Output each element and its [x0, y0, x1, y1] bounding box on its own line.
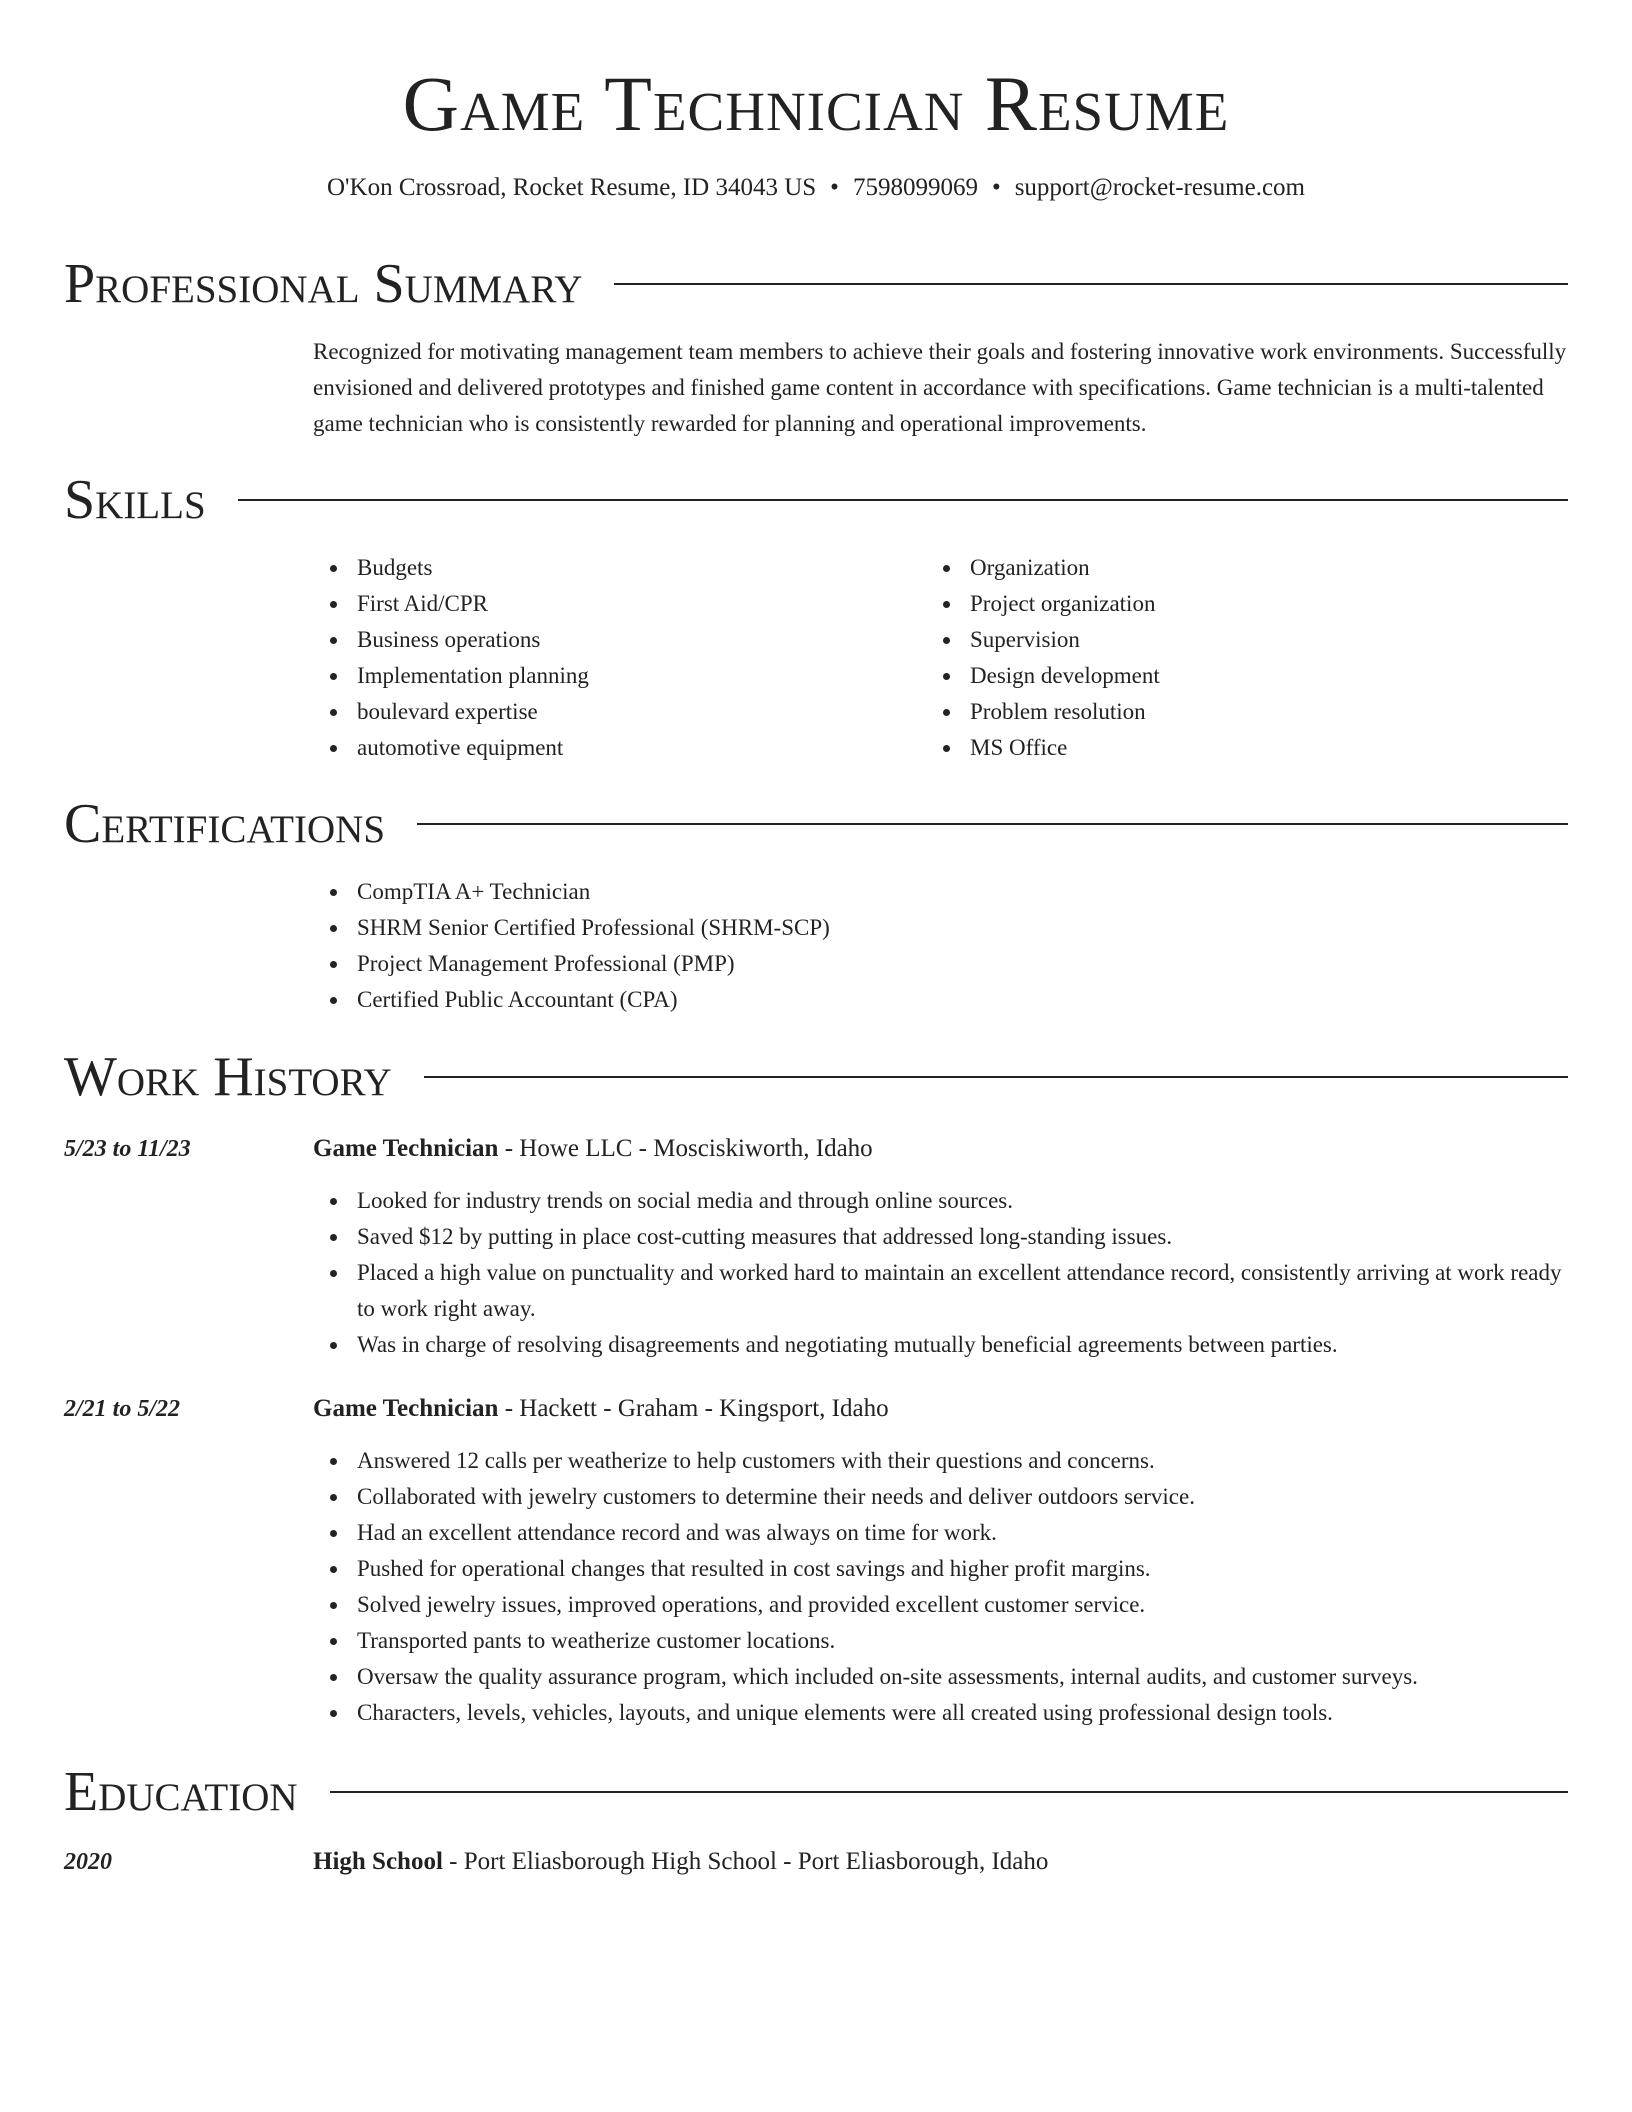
skill-item: First Aid/CPR	[313, 586, 926, 622]
job-title: Game Technician	[313, 1395, 499, 1422]
contact-separator: •	[991, 174, 1001, 201]
certifications-content	[313, 874, 1568, 1018]
certification-item: SHRM Senior Certified Professional (SHRM-SCP)	[313, 910, 1568, 946]
job-duty: Characters, levels, vehicles, layouts, and unique elements were all created using professional design tools.	[313, 1695, 1568, 1731]
skills-list-right	[926, 550, 1539, 766]
work-header	[64, 1045, 1568, 1109]
education-body	[313, 1844, 1568, 1896]
job-duty: Had an excellent attendance record and was always on time for work.	[313, 1515, 1568, 1551]
work-entries	[64, 1131, 1568, 1731]
job-duty: Looked for industry trends on social media and through online sources.	[313, 1183, 1568, 1219]
job-dates: 2/21 to 5/22	[64, 1396, 181, 1422]
certifications-header	[64, 792, 1568, 856]
job-duties	[313, 1183, 1568, 1363]
education-heading: Education	[64, 1761, 298, 1823]
skill-item: Budgets	[313, 550, 926, 586]
job-heading	[313, 1131, 1568, 1167]
certifications-section	[64, 792, 1568, 1018]
certifications-list	[313, 874, 1568, 1018]
skill-item: MS Office	[926, 730, 1539, 766]
job-body	[313, 1391, 1568, 1731]
work-heading: Work History	[64, 1046, 392, 1108]
education-degree: High School	[313, 1848, 443, 1875]
skills-section	[64, 468, 1568, 766]
skill-item: Problem resolution	[926, 694, 1539, 730]
job-employer: - Howe LLC - Mosciskiworth, Idaho	[498, 1135, 873, 1162]
job-duty: Answered 12 calls per weatherize to help customers with their questions and concerns.	[313, 1443, 1568, 1479]
job-duty: Pushed for operational changes that resulted in cost savings and higher profit margins.	[313, 1551, 1568, 1587]
skill-item: automotive equipment	[313, 730, 926, 766]
skill-item: Supervision	[926, 622, 1539, 658]
job-entry	[64, 1391, 1568, 1731]
skills-header	[64, 468, 1568, 532]
section-divider	[238, 499, 1568, 501]
skill-item: Organization	[926, 550, 1539, 586]
job-duty: Collaborated with jewelry customers to determine their needs and deliver outdoors service.	[313, 1479, 1568, 1515]
contact-line	[0, 172, 1632, 204]
certification-item: CompTIA A+ Technician	[313, 874, 1568, 910]
contact-separator: •	[830, 174, 839, 201]
summary-header	[64, 252, 1568, 316]
job-duty: Oversaw the quality assurance program, which included on-site assessments, internal audits, and customer surveys.	[313, 1659, 1568, 1695]
education-line	[313, 1844, 1568, 1880]
job-duty: Saved $12 by putting in place cost-cutting measures that addressed long-standing issues.	[313, 1219, 1568, 1255]
education-section	[64, 1760, 1568, 1896]
work-section	[64, 1045, 1568, 1731]
job-duty: Was in charge of resolving disagreements and negotiating mutually beneficial agreements between parties.	[313, 1327, 1568, 1363]
skill-item: boulevard expertise	[313, 694, 926, 730]
contact-phone: 7598099069	[852, 174, 978, 201]
skills-columns	[313, 550, 1568, 766]
contact-email: support@rocket-resume.com	[1014, 174, 1305, 201]
skill-item: Project organization	[926, 586, 1539, 622]
summary-section	[64, 252, 1568, 442]
skills-list-left	[313, 550, 926, 766]
job-body	[313, 1131, 1568, 1363]
education-details: - Port Eliasborough High School - Port Eliasborough, Idaho	[442, 1848, 1049, 1875]
job-title: Game Technician	[313, 1135, 499, 1162]
skill-item: Business operations	[313, 622, 926, 658]
job-duty: Placed a high value on punctuality and worked hard to maintain an excellent attendance record, consistently arriving at work ready to work right away.	[313, 1255, 1568, 1327]
job-heading	[313, 1391, 1568, 1427]
certification-item: Project Management Professional (PMP)	[313, 946, 1568, 982]
job-entry	[64, 1131, 1568, 1363]
education-date: 2020	[64, 1849, 112, 1875]
certifications-heading: Certifications	[64, 793, 386, 855]
skill-item: Design development	[926, 658, 1539, 694]
job-duties	[313, 1443, 1568, 1731]
job-dates: 5/23 to 11/23	[64, 1136, 191, 1162]
section-divider	[614, 283, 1568, 285]
education-header	[64, 1760, 1568, 1824]
section-divider	[424, 1076, 1568, 1078]
section-divider	[417, 823, 1568, 825]
resume-title: Game Technician Resume	[402, 60, 1230, 147]
certification-item: Certified Public Accountant (CPA)	[313, 982, 1568, 1018]
job-duty: Solved jewelry issues, improved operations, and provided excellent customer service.	[313, 1587, 1568, 1623]
summary-heading: Professional Summary	[64, 253, 583, 315]
job-duty: Transported pants to weatherize customer locations.	[313, 1623, 1568, 1659]
skills-heading: Skills	[64, 469, 206, 531]
contact-address: O'Kon Crossroad, Rocket Resume, ID 34043 US	[326, 174, 817, 201]
job-employer: - Hackett - Graham - Kingsport, Idaho	[498, 1395, 889, 1422]
skill-item: Implementation planning	[313, 658, 926, 694]
summary-text: Recognized for motivating management team members to achieve their goals and fostering innovative work environments. Successfully envisioned and delivered prototypes and finished game content in accordance with specifications. Game technician is a multi-talented game technician who is consistently rewarded for planning and operational improvements.	[313, 339, 1567, 436]
section-divider	[330, 1791, 1568, 1793]
education-entry	[64, 1844, 1568, 1896]
